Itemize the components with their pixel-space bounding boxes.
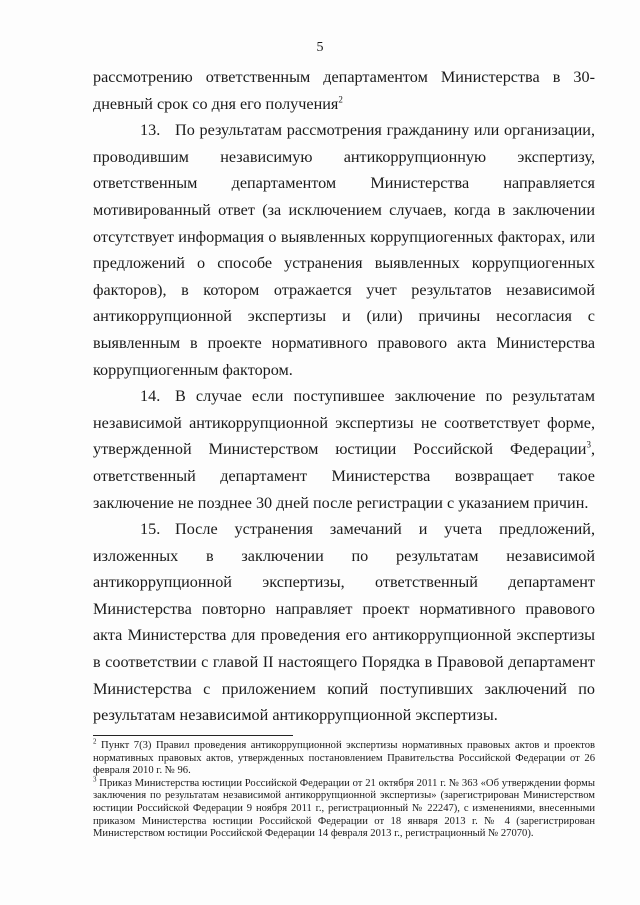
footnote-ref: 3 — [586, 439, 591, 450]
paragraph-12-continuation — [93, 64, 595, 117]
paragraph-number: 15. — [140, 520, 161, 539]
footnote-divider — [93, 735, 293, 736]
paragraph-text: После устранения замечаний и учета предложений, изложенных в заключении по результатам независимой антикоррупционной экспертизы, ответственный департамент Министерства повторно направляет проект нормативного правового акта Министерства для проведения его антикоррупционной экспертизы в соответствии с главой II настоящего Порядка в Правовой департамент Министерства с приложением копий поступивших заключений по результатам независимой антикоррупционной экспертизы. — [93, 520, 595, 725]
footnote-ref: 2 — [338, 94, 343, 105]
page-number: 5 — [316, 40, 324, 55]
paragraph-13 — [93, 117, 595, 383]
footnote — [93, 737, 595, 778]
paragraph-text: рассмотрению ответственным департаментом Министерства в 30-дневный срок со дня его получения — [93, 68, 595, 113]
paragraph-text: , ответственный департамент Министерства возвращает такое заключение не позднее 30 дней после регистрации с указанием причин. — [93, 440, 595, 512]
paragraph-number: 13. — [140, 121, 161, 140]
footnote-text: Пункт 7(3) Правил проведения антикоррупционной экспертизы нормативных правовых актов и проектов нормативных правовых актов, утвержденных постановлением Правительства Российской Федерации от 26 февраля 2010 г. № 96. — [93, 740, 595, 777]
footnote — [93, 775, 595, 841]
paragraph-14 — [93, 383, 595, 516]
footnotes — [93, 737, 595, 841]
footnote-text: Приказ Министерства юстиции Российской Федерации от 21 октября 2011 г. № 363 «Об утверждении формы заключения по результатам независимой антикоррупционной экспертизы» (зарегистрирован Министерством юстиции Российской Федерации 9 ноября 2011 г., регистрационный № 22247), с изменениями, внесенными приказом Министерства юстиции Российской Федерации от 18 января 2013 г. № 4 (зарегистрирован Министерством юстиции Российской Федерации 14 февраля 2013 г., регистрационный № 27070). — [93, 777, 595, 840]
paragraph-text: По результатам рассмотрения гражданину или организации, проводившим независимую антикоррупционную экспертизу, ответственным департаментом Министерства направляется мотивированный ответ (за исключением случаев, когда в заключении отсутствует информация о выявленных коррупциогенных факторах, или предложений о способе устранения выявленных коррупциогенных факторов), в котором отражается учет результатов независимой антикоррупционной экспертизы и (или) причины несогласия с выявленным в проекте нормативного правового акта Министерства коррупциогенным фактором. — [93, 121, 595, 379]
paragraph-number: 14. — [140, 387, 161, 406]
footnote-mark: 3 — [93, 775, 97, 784]
body-text — [93, 64, 595, 729]
footnote-mark: 2 — [93, 737, 97, 746]
paragraph-text: В случае если поступившее заключение по результатам независимой антикоррупционной экспертизы не соответствует форме, утвержденной Министерством юстиции Российской Федерации — [93, 387, 595, 459]
paragraph-15 — [93, 516, 595, 729]
